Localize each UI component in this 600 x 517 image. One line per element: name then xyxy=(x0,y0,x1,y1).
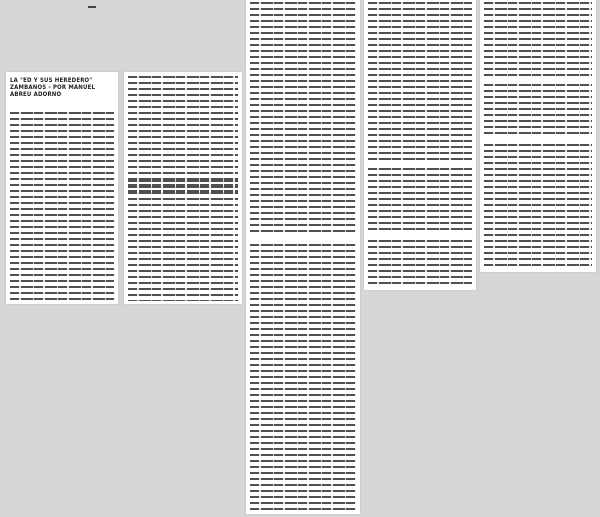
clipping-column-1 xyxy=(6,72,118,304)
clipping-text-block xyxy=(484,84,592,136)
clipping-column-3 xyxy=(246,0,360,514)
clipping-text-block xyxy=(368,240,472,287)
clipping-text-block xyxy=(10,112,114,301)
clipping-headline: LA "ED Y SUS HEREDERO" ZAMBANOS - POR MANUEL ABREU ADORNO xyxy=(10,77,96,98)
clipping-text-block xyxy=(368,168,472,232)
clipping-text-block xyxy=(128,180,238,301)
clipping-text-block xyxy=(368,2,472,162)
clipping-column-2 xyxy=(124,72,242,304)
clipping-text-block xyxy=(250,2,356,234)
clipping-column-4 xyxy=(364,0,476,290)
clipping-column-5 xyxy=(480,0,596,272)
clipping-text-block xyxy=(128,76,238,192)
clipping-text-block xyxy=(250,244,356,511)
scan-mark xyxy=(88,6,96,8)
clipping-text-block xyxy=(484,2,592,76)
clipping-text-block xyxy=(484,144,592,269)
